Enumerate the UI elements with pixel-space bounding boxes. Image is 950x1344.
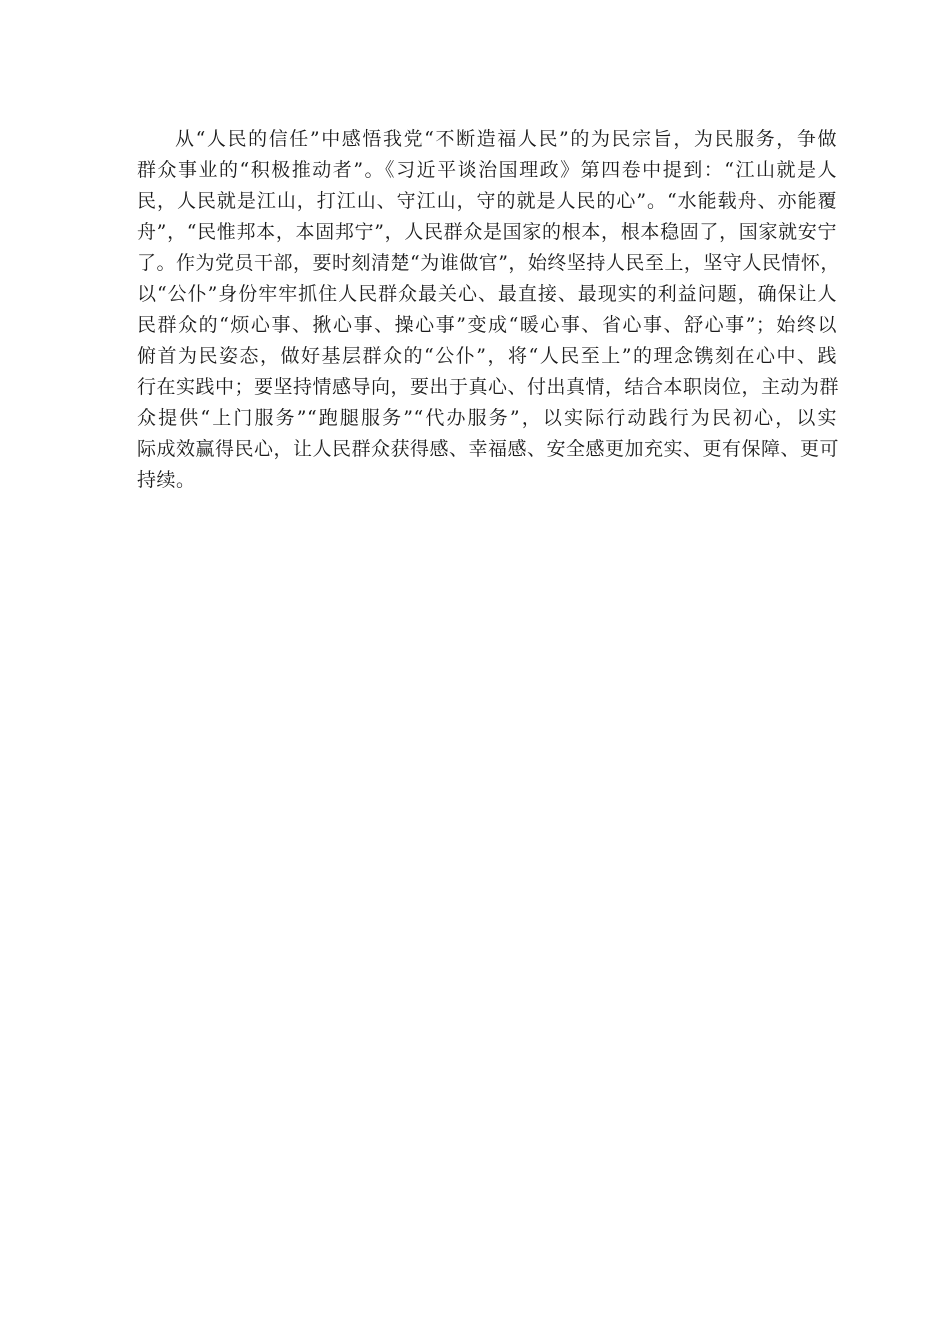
paragraph-line-7: 民群众的“烦心事、揪心事、操心事”变成“暖心事、省心事、舒心事”；始终以 — [137, 314, 837, 336]
paragraph-line-4: 舟”，“民惟邦本，本固邦宁”，人民群众是国家的根本，根本稳固了，国家就安宁 — [137, 221, 837, 243]
paragraph-line-11: 际成效赢得民心，让人民群众获得感、幸福感、安全感更加充实、更有保障、更可 — [137, 438, 840, 460]
paragraph-line-10: 众提供“上门服务”“跑腿服务”“代办服务”，以实际行动践行为民初心，以实 — [137, 407, 837, 429]
paragraph-line-2: 群众事业的“积极推动者”。《习近平谈治国理政》第四卷中提到：“江山就是人 — [137, 159, 837, 181]
body-paragraph — [137, 124, 840, 496]
paragraph-line-1: 从“人民的信任”中感悟我党“不断造福人民”的为民宗旨，为民服务，争做 — [175, 128, 837, 150]
paragraph-line-6: 以“公仆”身份牢牢抓住人民群众最关心、最直接、最现实的利益问题，确保让人 — [137, 283, 837, 305]
paragraph-line-12: 持续。 — [137, 469, 196, 491]
paragraph-line-3: 民，人民就是江山，打江山、守江山，守的就是人民的心”。“水能载舟、亦能覆 — [137, 190, 837, 212]
paragraph-line-9: 行在实践中；要坚持情感导向，要出于真心、付出真情，结合本职岗位，主动为群 — [137, 376, 840, 398]
paragraph-line-8: 俯首为民姿态，做好基层群众的“公仆”，将“人民至上”的理念镌刻在心中、践 — [137, 345, 837, 367]
paragraph-line-5: 了。作为党员干部，要时刻清楚“为谁做官”，始终坚持人民至上，坚守人民情怀， — [137, 252, 840, 274]
